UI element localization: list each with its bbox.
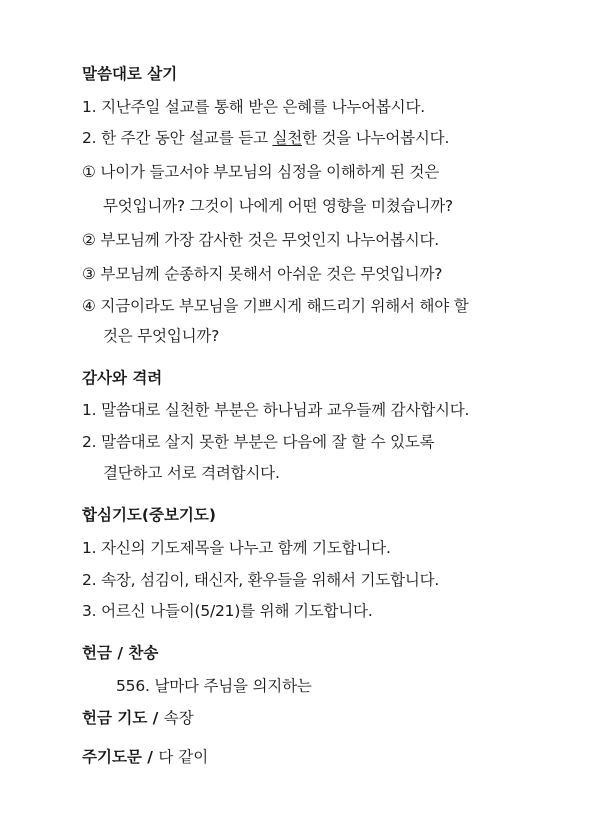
lords-prayer-label: 주기도문 / (82, 748, 159, 766)
question-item-continuation: 무엇입니까? 그것이 나에게 어떤 영향을 미쳤습니까? (103, 197, 453, 215)
lords-prayer-participants: 다 같이 (158, 748, 209, 766)
question-item: ③ 부모님께 순종하지 못해서 아쉬운 것은 무엇입니까? (82, 265, 443, 283)
list-item (82, 128, 449, 148)
section-heading-offering-hymn: 헌금 / 찬송 (82, 644, 159, 662)
offering-prayer-line (82, 708, 194, 728)
list-item: 1. 말씀대로 실천한 부분은 하나님과 교우들께 감사합시다. (82, 401, 470, 419)
list-item: 3. 어르신 나들이(5/21)를 위해 기도합니다. (82, 602, 373, 620)
question-item: ④ 지금이라도 부모님을 기쁘시게 해드리기 위해서 해야 할 (82, 297, 469, 315)
section-heading-united-prayer: 합심기도(중보기도) (82, 506, 216, 524)
list-item: 1. 자신의 기도제목을 나누고 함께 기도합니다. (82, 539, 391, 557)
question-item: ② 부모님께 가장 감사한 것은 무엇인지 나누어봅시다. (82, 231, 440, 249)
section-heading-thanks-encouragement: 감사와 격려 (82, 369, 163, 387)
offering-prayer-label: 헌금 기도 / (82, 709, 164, 727)
list-item: 2. 속장, 섬김이, 태신자, 환우들을 위해서 기도합니다. (82, 571, 440, 589)
list-item: 1. 지난주일 설교를 통해 받은 은혜를 나누어봅시다. (82, 98, 425, 116)
offering-prayer-leader: 속장 (163, 709, 194, 727)
list-item-text: 2. 한 주간 동안 설교를 듣고 (82, 129, 273, 147)
lords-prayer-line (82, 747, 208, 767)
list-item-continuation: 결단하고 서로 격려합시다. (103, 464, 280, 482)
section-heading-live-by-word: 말씀대로 살기 (82, 65, 178, 83)
question-item: ① 나이가 들고서야 부모님의 심정을 이해하게 된 것은 (82, 163, 440, 181)
question-item-continuation: 것은 무엇입니까? (103, 327, 220, 345)
list-item-text: 한 것을 나누어봅시다. (302, 129, 450, 147)
hymn-title: 556. 날마다 주님을 의지하는 (116, 677, 312, 695)
underlined-text: 실천 (272, 129, 303, 147)
list-item: 2. 말씀대로 살지 못한 부분은 다음에 잘 할 수 있도록 (82, 433, 435, 451)
